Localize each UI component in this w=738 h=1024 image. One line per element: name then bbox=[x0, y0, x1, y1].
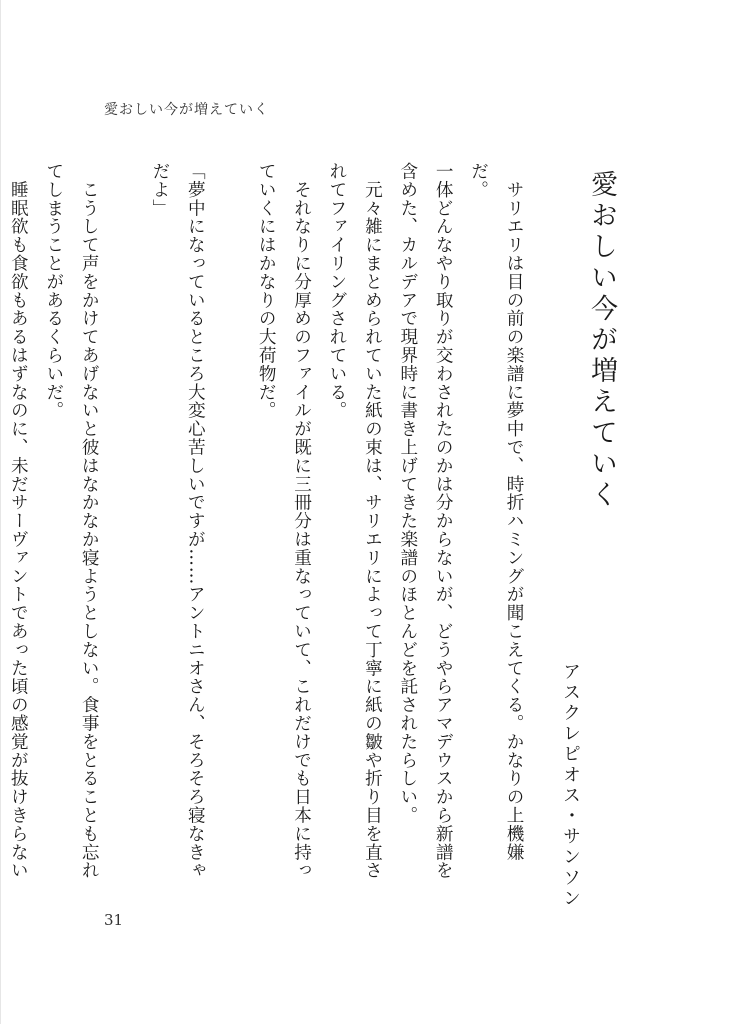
paragraph: それなりに分厚めのファイルが既に三冊分は重なっていて、これだけでも日本に持っていくにはかなりの大荷物だ。 bbox=[256, 162, 312, 880]
page-number: 31 bbox=[104, 911, 124, 929]
chapter-title: 愛おしい今が増えていく bbox=[586, 170, 617, 511]
body-text bbox=[0, 162, 531, 892]
author-byline: アスクレピオス・サンソン bbox=[560, 662, 581, 910]
dialogue: 「夢中になっているところ大変心苦しいですが……アントニオさん、そろそろ寝なきゃだよ」 bbox=[149, 162, 206, 880]
paragraph: サリエリは目の前の楽譜に夢中で、時折ハミングが聞こえてくる。かなりの上機嫌だ。 bbox=[468, 162, 524, 862]
paragraph: 睡眠欲も食欲もあるはずなのに、未だサーヴァントであった頃の感覚が抜けきらない bbox=[8, 180, 29, 880]
paragraph: こうして声をかけてあげないと彼はなかなか寝ようとしない。食事をとることも忘れてしまうことがあるくらいだ。 bbox=[43, 162, 100, 880]
paragraph: 元々雑にまとめられていた紙の束は、サリエリによって丁寧に紙の皺や折り目を直されてファイリングされている。 bbox=[326, 162, 383, 880]
paragraph-spacer bbox=[106, 162, 141, 892]
running-head: 愛おしい今が増えていく bbox=[104, 102, 269, 118]
paragraph: 一体どんなやり取りが交わされたのかは分からないが、どうやらアマデウスから新譜を含めた、カルデアで現界時に書き上げてきた楽譜のほとんどを託されたらしい。 bbox=[397, 162, 454, 880]
paragraph-spacer bbox=[212, 162, 247, 892]
